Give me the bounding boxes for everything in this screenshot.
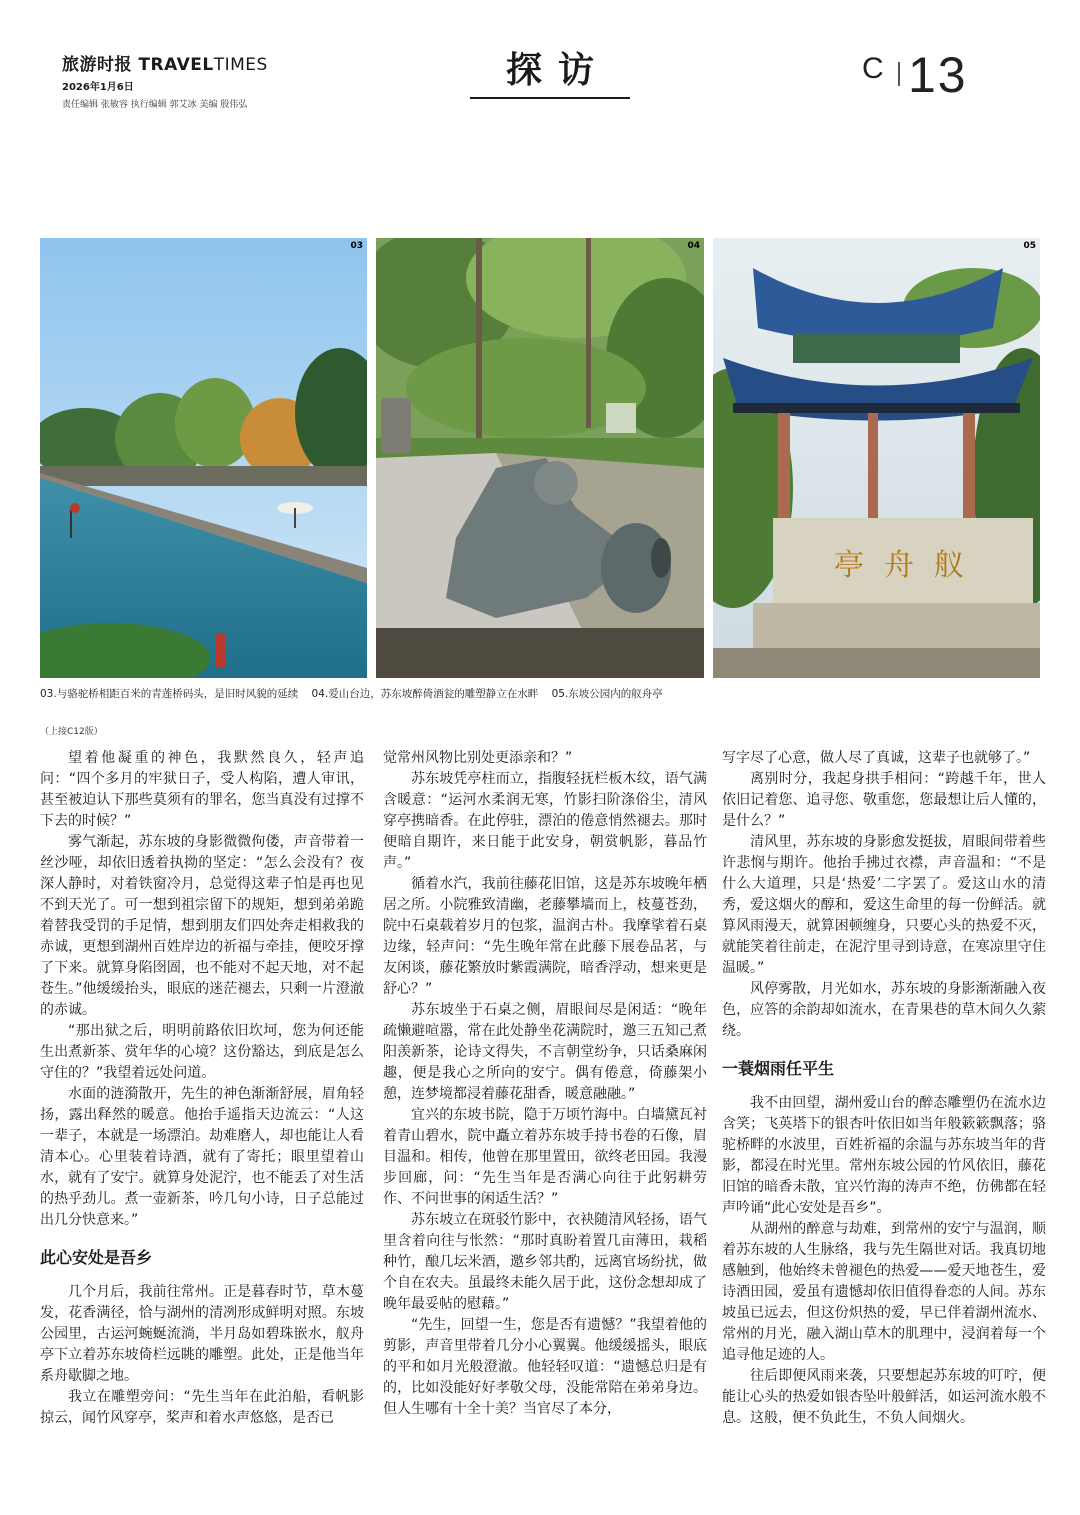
article-paragraph: 从湖州的醉意与劫难，到常州的安宁与温润，顺着苏东坡的人生脉络，我与先生隔世对话。我真切地感触到，他始终未曾褪色的热爱——爱天地苍生，爱诗酒田园，爱虽有遗憾却依旧值得眷恋的人间。苏东坡虽已远去，但这份炽热的爱，早已伴着湖州流水、常州的月光，融入湖山草木的肌理中，浸润着每一个追寻他足迹的人。 [722, 1221, 1046, 1363]
article-paragraph: 往后即便风雨来袭，只要想起苏东坡的叮咛，便能让心头的热爱如银杏坠叶般鲜活，如运河流水般不息。这般，便不负此生，不负人间烟火。 [722, 1368, 1046, 1426]
article-column-2 [383, 748, 707, 1420]
page-number-divider [898, 62, 900, 86]
brand-en-bold: TRAVEL [138, 55, 214, 75]
caption-04: 04.爱山台边，苏东坡醉倚酒瓮的雕塑静立在水畔 [311, 688, 539, 700]
article-paragraph: 望着他凝重的神色，我默然良久，轻声追问：“四个多月的牢狱日子，受人构陷，遭人审讯，甚至被迫认下那些莫须有的罪名，您当真没有过撑不下去的时候？” [40, 750, 364, 829]
editor-credits: 责任编辑 张敏容 执行编辑 郭艾冰 美编 殷伟弘 [62, 100, 248, 110]
photo-number: 05 [1023, 241, 1036, 251]
river-scene-image [40, 238, 367, 678]
section-title: 探访 [505, 50, 610, 91]
masthead [62, 50, 382, 110]
caption-05: 05.东坡公园内的舣舟亭 [551, 688, 663, 700]
pavilion-scene-image [713, 238, 1040, 678]
photo-yizhou-pavilion [713, 238, 1040, 678]
photo-captions [40, 686, 1040, 701]
article-paragraph: 苏东坡立在斑驳竹影中，衣袂随清风轻扬，语气里含着向往与怅然：“那时真盼着置几亩薄田，栽稻种竹，酿几坛米酒，邀乡邻共酌，远离官场纷扰，做个自在农夫。虽最终未能久居于此，这份念想却成了晚年最妥帖的慰藉。” [383, 1212, 707, 1312]
article-paragraph: 几个月后，我前往常州。正是暮春时节，草木蔓发，花香满径，恰与湖州的清冽形成鲜明对照。东坡公园里，古运河蜿蜒流淌，半月岛如碧珠嵌水，舣舟亭下立着苏东坡倚栏远眺的雕塑。此处，正是他当年系舟歇脚之地。 [40, 1284, 364, 1384]
photo-number: 03 [350, 241, 363, 251]
article-column-1 [40, 748, 364, 1429]
article-paragraph: 宜兴的东坡书院，隐于万顷竹海中。白墙黛瓦衬着青山碧水，院中矗立着苏东坡手持书卷的石像，眉目温和。相传，他曾在那里置田，欲终老田园。我漫步回廊，问：“先生当年是否满心向往于此躬耕劳作、不问世事的闲适生活？” [383, 1107, 707, 1207]
brand-en-light: TIMES [213, 55, 268, 75]
statue-scene-image [376, 238, 704, 678]
pavilion-plaque-inscription: 舣舟亭 [834, 548, 984, 583]
article-paragraph: 水面的涟漪散开，先生的神色渐渐舒展，眉角轻扬，露出释然的暖意。他抬手遥指天边流云：“人这一辈子，本就是一场漂泊。劫难磨人，却也能让人看清本心。心里装着诗酒，就有了寄托；眼里望着山水，就有了安宁。就算身处泥泞，也不能丢了对生活的热乎劲儿。煮一壶新茶，吟几句小诗，日子总能过出几分快意来。” [40, 1086, 364, 1228]
section-title-rule [470, 97, 630, 99]
article-paragraph: 风停雾散，月光如水，苏东坡的身影渐渐融入夜色，应答的余韵却如流水，在青果巷的草木间久久萦绕。 [722, 981, 1046, 1039]
issue-date: 2026年1月6日 [62, 82, 134, 93]
brand-cn: 旅游时报 [62, 55, 132, 75]
article-paragraph: “那出狱之后，明明前路依旧坎坷，您为何还能生出煮新茶、赏年华的心境？这份豁达，到底是怎么守住的？”我望着远处问道。 [40, 1023, 364, 1081]
article-paragraph: 雾气渐起，苏东坡的身影微微佝偻，声音带着一丝沙哑，却依旧透着执拗的坚定：“怎么会没有？夜深人静时，对着铁窗冷月，总觉得这辈子怕是再也见不到天光了。可一想到祖宗留下的规矩，想到弟弟跪着替我受罚的手足情，想到朋友们四处奔走相救我的赤诚，更想到湖州百姓岸边的祈福与牵挂，便咬牙撑了下来。就算身陷囹圄，也不能对不起天地，对不起苍生。”他缓缓抬头，眼底的迷茫褪去，只剩一片澄澈的赤诚。 [40, 834, 364, 1018]
article-paragraph: 苏东坡坐于石桌之侧，眉眼间尽是闲适：“晚年疏懒避喧嚣，常在此处静坐花满院时，邀三五知己煮阳羡新茶，论诗文得失，不言朝堂纷争，只话桑麻闲趣，便是我心之所向的安宁。偶有倦意，倚藤架小憩，连梦境都浸着藤花甜香，暖意融融。” [383, 1002, 707, 1102]
article-paragraph: 循着水汽，我前往藤花旧馆，这是苏东坡晚年栖居之所。小院雅致清幽，老藤攀墙而上，枝蔓苍劲，院中石桌载着岁月的包浆，温润古朴。我摩挲着石桌边缘，轻声问：“先生晚年常在此藤下展卷品茗，与友闲谈，藤花繁放时紫霞满院，暗香浮动，想来更是舒心？” [383, 876, 707, 997]
page-section-letter: C [862, 52, 886, 85]
article-paragraph: 离别时分，我起身拱手相问：“跨越千年，世人依旧记着您、追寻您、敬重您，您最想让后人懂的，是什么？” [722, 771, 1046, 829]
article-paragraph: “先生，回望一生，您是否有遗憾？”我望着他的剪影，声音里带着几分小心翼翼。他缓缓摇头，眼底的平和如月光般澄澈。他轻轻叹道：“遗憾总归是有的，比如没能好好孝敬父母，没能常陪在弟弟身边。但人生哪有十全十美？当官尽了本分， [383, 1317, 707, 1417]
subheading: 此心安处是吾乡 [40, 1248, 153, 1267]
photo-dongpo-statue [376, 238, 704, 678]
article-column-3 [722, 748, 1046, 1429]
newspaper-brand [62, 50, 382, 75]
page-number: 13 [908, 47, 968, 103]
article-paragraph: 我不由回望，湖州爱山台的醉态雕塑仍在流水边含笑；飞英塔下的银杏叶依旧如当年般簌簌飘落；骆驼桥畔的水波里，百姓祈福的余温与苏东坡当年的背影，都浸在时光里。常州东坡公园的竹风依旧，藤花旧馆的暗香未散，宜兴竹海的涛声不绝，仿佛都在轻声吟诵“此心安处是吾乡”。 [722, 1095, 1046, 1216]
continued-from-note: （上接C12版） [40, 727, 103, 737]
article-paragraph: 写字尽了心意，做人尽了真诚，这辈子也就够了。” [722, 750, 1031, 766]
photo-river-wharf [40, 238, 367, 678]
subheading: 一蓑烟雨任平生 [722, 1059, 835, 1078]
caption-03: 03.与骆驼桥相距百米的青莲桥码头，是旧时风貌的延续 [40, 688, 299, 700]
article-paragraph: 清风里，苏东坡的身影愈发挺拔，眉眼间带着些许悲悯与期许。他抬手拂过衣襟，声音温和：“不是什么大道理，只是‘热爱’二字罢了。爱这山水的清秀，爱这烟火的醇和，爱这生命里的每一份鲜活。就算风雨漫天，就算困顿缠身，只要心头的热爱不灭，就能笑着往前走，在泥泞里寻到诗意，在寒凉里守住温暖。” [722, 834, 1046, 976]
article-paragraph: 苏东坡凭亭柱而立，指腹轻抚栏板木纹，语气满含暖意：“运河水柔润无寒，竹影扫阶涤俗尘，清风穿亭携暗香。在此停驻，漂泊的倦意悄然褪去。那时便暗自期许，来日能于此安身，朝赏帆影，暮品竹声。” [383, 771, 707, 871]
article-paragraph: 觉常州风物比别处更添亲和？” [383, 750, 573, 766]
article-paragraph: 我立在雕塑旁问：“先生当年在此泊船，看帆影掠云，闻竹风穿亭，桨声和着水声悠悠，是否已 [40, 1389, 364, 1426]
photo-number: 04 [687, 241, 700, 251]
